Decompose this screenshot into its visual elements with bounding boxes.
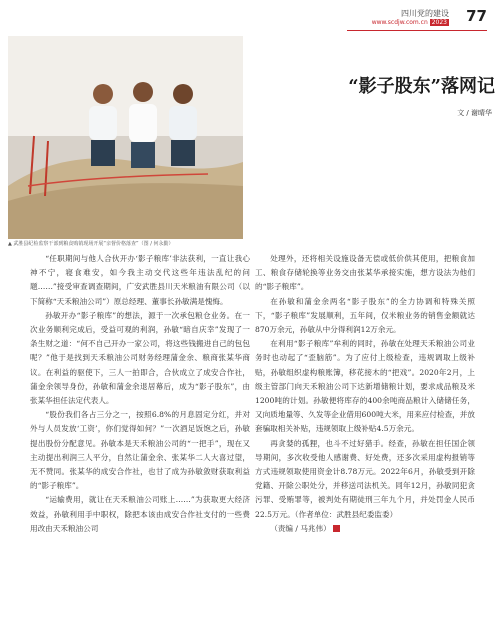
article-title: “影子股东”落网记 xyxy=(348,76,495,97)
editor-credit-text: （责编 / 马兆伟） xyxy=(270,523,331,533)
body-paragraph: “运输费用，就让在天禾粮油公司账上……”为获取更大经济效益，孙敏利用手中职权，除把本该由成安合作社支付的一些费用改由天禾粮油公司 xyxy=(30,495,250,533)
magazine-url xyxy=(372,19,449,26)
body-paragraph: 在孙敏和蒲金余两名“影子股东”的全力协调和特殊关照下，“影子粮库”发展顺利，五年间，仅米粮业务的销售金额就达870万余元，孙敏从中分得利润12万余元。 xyxy=(255,296,475,335)
body-paragraph: “任职期间与他人合伙开办‘影子粮库’非法获利，一直让我心神不宁，寝食难安，如今我主动交代这些年违法乱纪的问题……”接受审查调查期间，广安武胜县川天米粮油有限公司（以下简称“天禾粮油公司”）原总经理、董事长孙敏满是愧悔。 xyxy=(30,254,250,306)
editor-credit xyxy=(255,522,475,536)
article-byline: 文 / 谢晴华 xyxy=(457,109,492,117)
body-paragraph: 孙敏开办“影子粮库”的想法，源于一次承包粮仓业务。在一次业务顺利完成后，受益可观的利润，孙敏“暗自庆幸”发现了一条生财之道：“何不自己开办一家公司，将这些钱搬进自己的包包呢？”他于是找到天禾粮油公司财务经理蒲金余、粮商张某华商议。在利益的驱使下，三人一拍即合，合伙成立了成安合作社，蒲金余领导身份，孙敏和蒲金余退居幕后，成为“影子股东”，由张某华担任法定代表人。 xyxy=(30,310,250,406)
body-column-right xyxy=(255,252,475,536)
issue-year: 2023 xyxy=(431,19,447,26)
header-rule xyxy=(347,30,487,31)
photo-caption: ▲ 武胜县纪检监察干部到粮食购销现场开展“亲督价格落查”（图 / 何永勤） xyxy=(8,241,174,247)
magazine-name: 四川党的建设 xyxy=(401,9,449,18)
end-mark-icon xyxy=(333,525,340,532)
photo-illustration xyxy=(8,36,243,239)
body-column-left xyxy=(30,252,250,536)
article-photo xyxy=(8,36,243,239)
body-paragraph: “股份我们各占三分之一，按照6.8%的月息固定分红，并对外与人员发放‘工资’，你们觉得如何？”一次酒足饭饱之后，孙敏提出股份分配意见。孙敏本是天禾粮油公司的“一把手”，现在又主动提出利润三人平分，自然让蒲金余、张某华二人大喜过望，无不赞同。张某华的成安合作社，也甘了成为孙敏敛财获取利益的“影子粮库”。 xyxy=(30,410,250,491)
body-paragraph: 再贪婪的孤狸，也斗不过好猎手。经查，孙敏在担任国企领导期间，多次收受他人感谢费、好处费，还多次采用虚构报销等方式违规领取使用资金计8.78万元。2022年6月，孙敏受到开除党籍、开除公职处分，并移送司法机关。同年12月，孙敏同犯贪污罪、受贿罪等，被判处有期徒刑三年九个月，并处罚金人民币22.5万元。（作者单位：武胜县纪委监委） xyxy=(255,438,475,519)
page-number: 77 xyxy=(466,7,487,25)
body-paragraph: 在利用“影子粮库”牟利的同时，孙敏在处理天禾粮油公司业务时也动起了“歪脑筋”。为了应付上级检查，违规调取上级补贴，孙敏组织虚构粮账簿，移花接木的“把戏”。2020年2月，上级主管部门向天禾粮油公司下达新增储粮计划，要求成品粮及米1200吨的计划。孙敏便将库存的400余吨商品粮计入储储任务，又向质地量等、久发等企业借用600吨大米，用来应付检查，并放套骗取相关补贴，违规领取上级补贴4.5万余元。 xyxy=(255,339,475,434)
body-paragraph: 处理外，还将相关设施设备无偿或低价供其使用，把粮食加工、粮食存储轮换等业务交由张某华承接实施，想方设法为他们的“影子粮库”。 xyxy=(255,254,475,292)
running-header xyxy=(287,4,487,30)
magazine-url-text: www.scdjw.com.cn xyxy=(371,19,428,26)
